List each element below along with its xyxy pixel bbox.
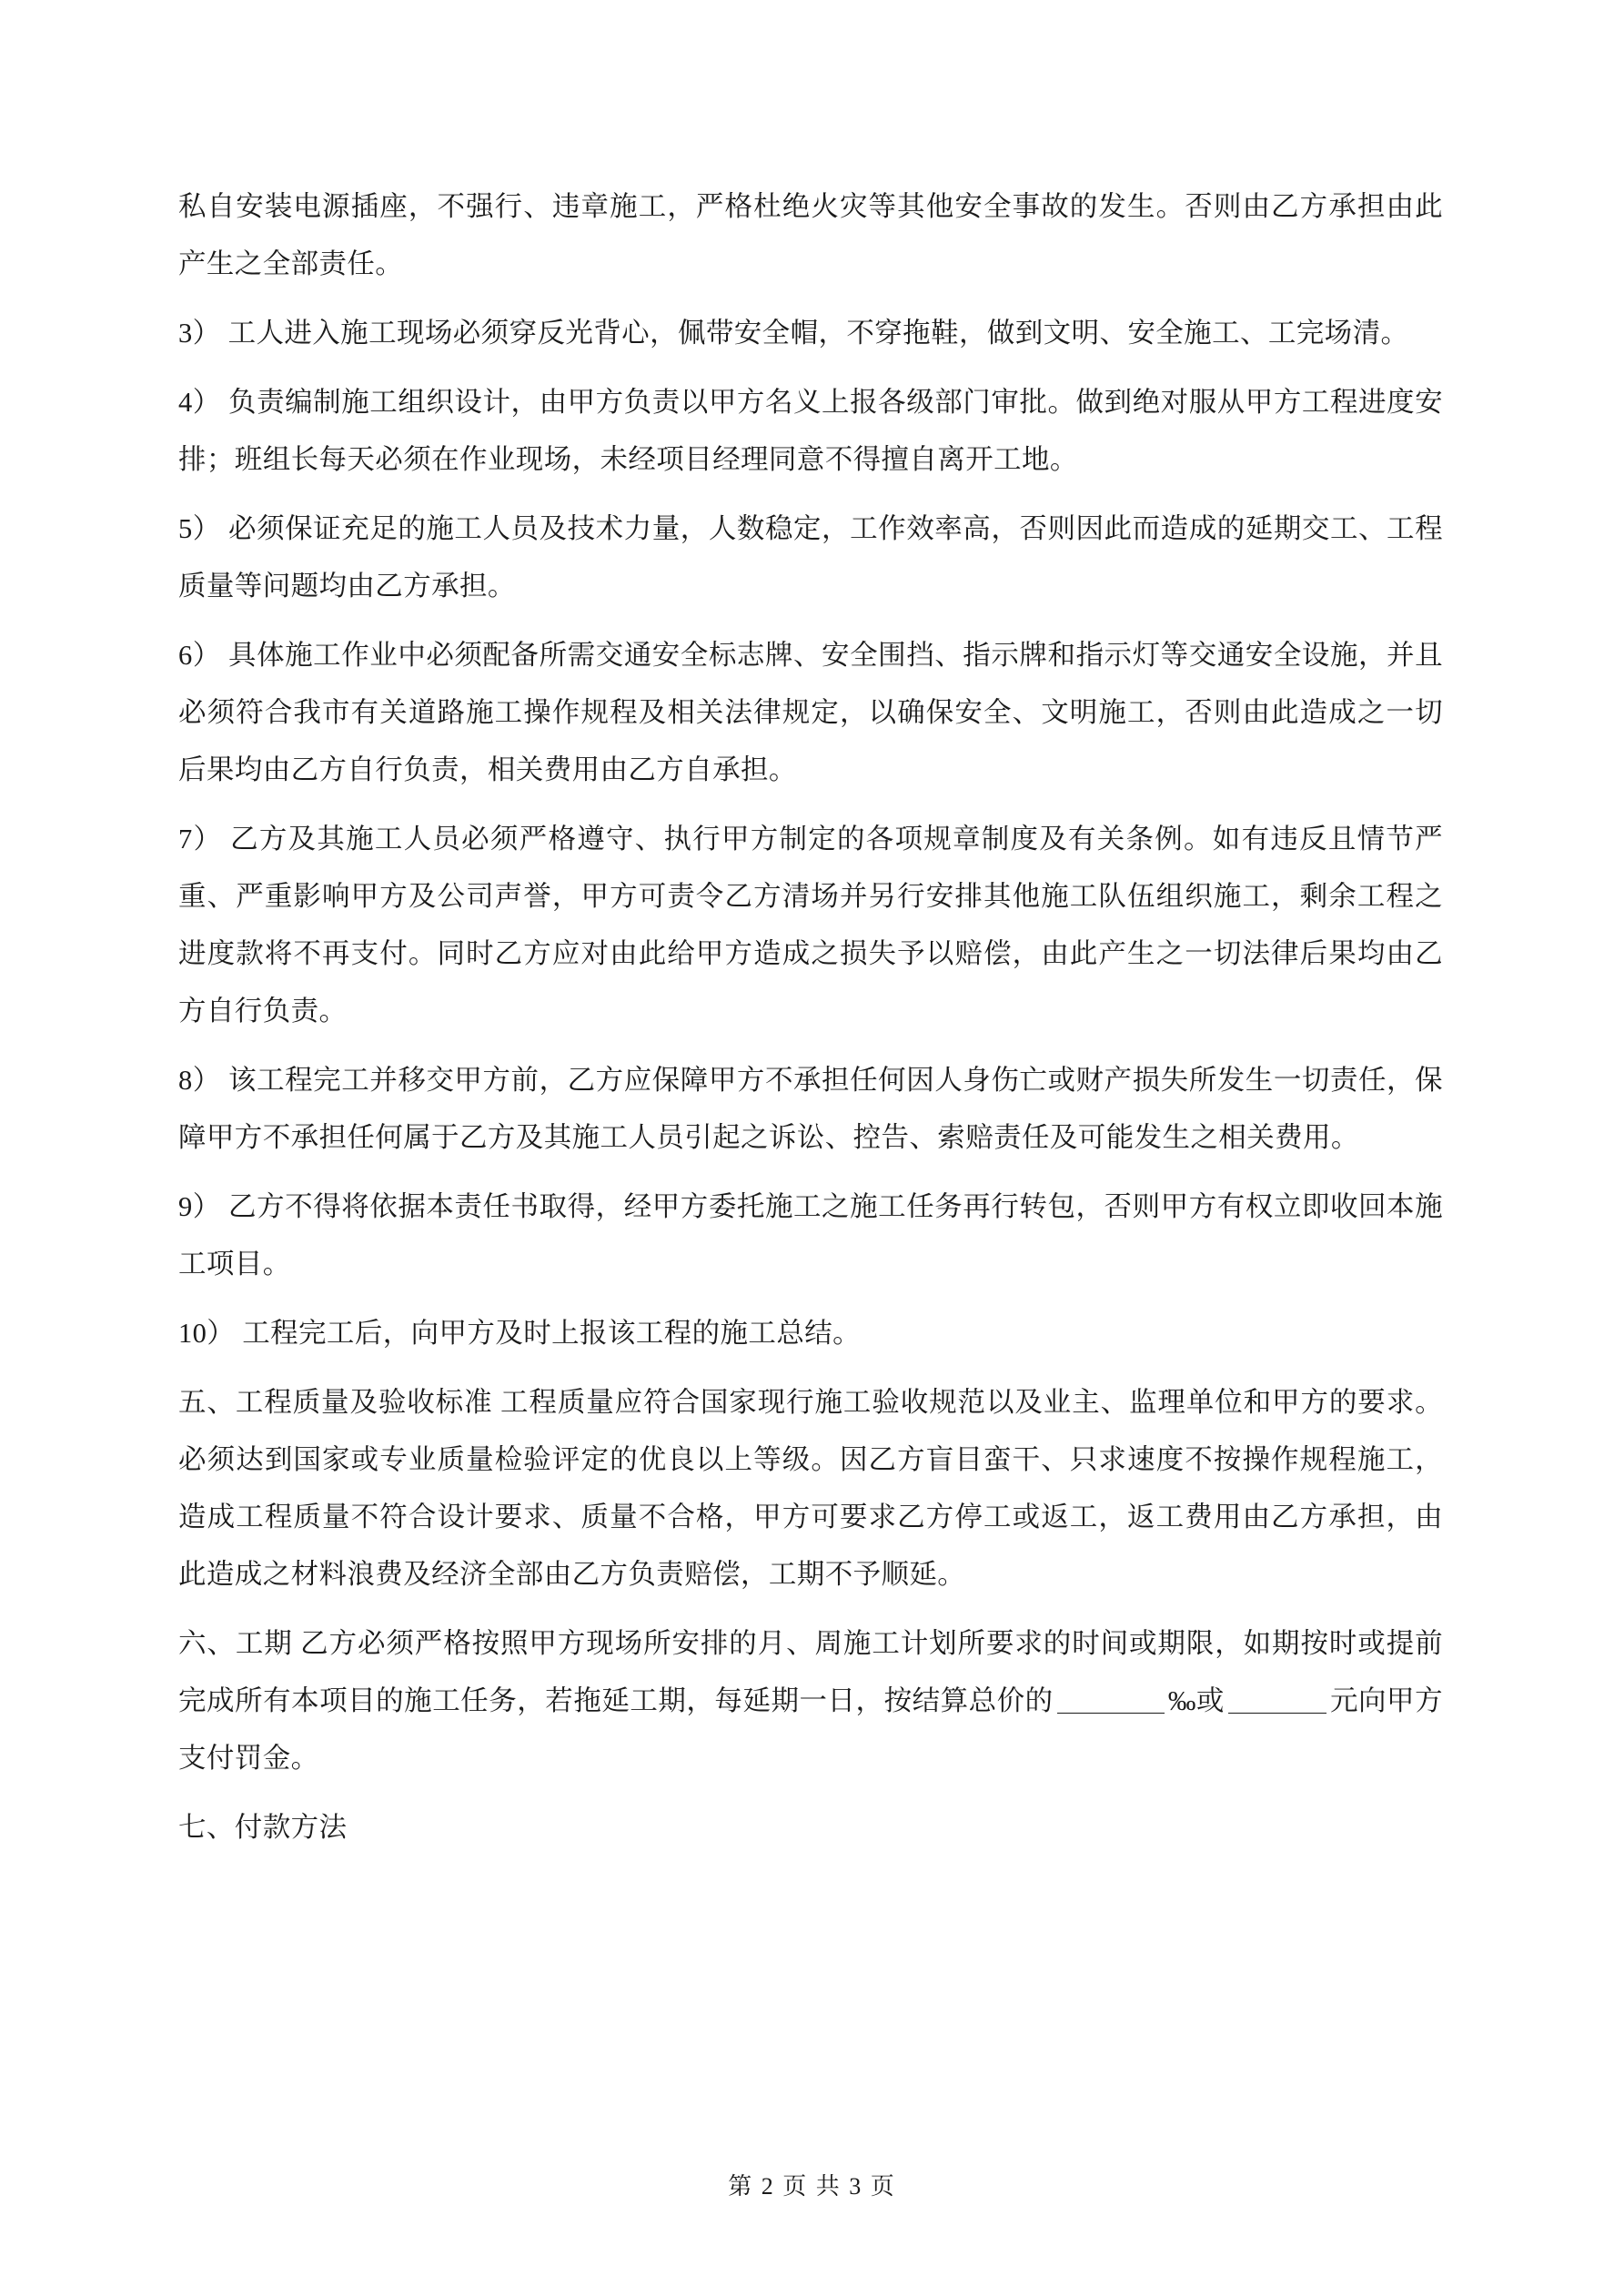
paragraph-continued: 私自安装电源插座，不强行、违章施工，严格杜绝火灾等其他安全事故的发生。否则由乙方承担由此产生之全部责任。 — [178, 191, 1443, 279]
section-six-text-end: 元向甲方支付罚金。 — [178, 1685, 1443, 1774]
page-footer: 第 2 页 共 3 页 — [728, 2173, 896, 2200]
paragraph-item-8: 8） 该工程完工并移交甲方前，乙方应保障甲方不承担任何因人身伤亡或财产损失所发生一切责任，保障甲方不承担任何属于乙方及其施工人员引起之诉讼、控告、索赔责任及可能发生之相关费用。 — [178, 1065, 1443, 1153]
penalty-amount-blank[interactable] — [1228, 1687, 1326, 1714]
section-six-text: 六、工期 乙方必须严格按照甲方现场所安排的月、周施工计划所要求的时间或期限，如期按时或提前完成所有本项目的施工任务，若拖延工期，每延期一日，按结算总价的 — [178, 1628, 1443, 1716]
document-body — [178, 178, 1443, 1868]
section-six-duration — [178, 1615, 1443, 1787]
section-five-quality: 五、工程质量及验收标准 工程质量应符合国家现行施工验收规范以及业主、监理单位和甲方的要求。必须达到国家或专业质量检验评定的优良以上等级。因乙方盲目蛮干、只求速度不按操作规程施工，造成工程质量不符合设计要求、质量不合格，甲方可要求乙方停工或返工，返工费用由乙方承担，由此造成之材料浪费及经济全部由乙方负责赔偿，工期不予顺延。 — [178, 1387, 1443, 1590]
paragraph-item-10: 10） 工程完工后，向甲方及时上报该工程的施工总结。 — [178, 1318, 862, 1349]
paragraph-item-3: 3） 工人进入施工现场必须穿反光背心，佩带安全帽，不穿拖鞋，做到文明、安全施工、工完场清。 — [178, 318, 1409, 349]
section-seven-payment: 七、付款方法 — [178, 1812, 348, 1843]
paragraph-item-6: 6） 具体施工作业中必须配备所需交通安全标志牌、安全围挡、指示牌和指示灯等交通安全设施，并且必须符合我市有关道路施工操作规程及相关法律规定，以确保安全、文明施工，否则由此造成之一切后果均由乙方自行负责，相关费用由乙方自承担。 — [178, 640, 1443, 785]
paragraph-item-5: 5） 必须保证充足的施工人员及技术力量，人数稳定，工作效率高，否则因此而造成的延期交工、工程质量等问题均由乙方承担。 — [178, 513, 1443, 602]
section-six-unit-permille: ‰或 — [1167, 1685, 1225, 1716]
penalty-permille-blank[interactable] — [1057, 1687, 1165, 1714]
paragraph-item-4: 4） 负责编制施工组织设计，由甲方负责以甲方名义上报各级部门审批。做到绝对服从甲方工程进度安排；班组长每天必须在作业现场，未经项目经理同意不得擅自离开工地。 — [178, 387, 1443, 475]
paragraph-item-9: 9） 乙方不得将依据本责任书取得，经甲方委托施工之施工任务再行转包，否则甲方有权立即收回本施工项目。 — [178, 1191, 1443, 1279]
paragraph-item-7: 7） 乙方及其施工人员必须严格遵守、执行甲方制定的各项规章制度及有关条例。如有违反且情节严重、严重影响甲方及公司声誉，甲方可责令乙方清场并另行安排其他施工队伍组织施工，剩余工程之进度款将不再支付。同时乙方应对由此给甲方造成之损失予以赔偿，由此产生之一切法律后果均由乙方自行负责。 — [178, 824, 1443, 1027]
